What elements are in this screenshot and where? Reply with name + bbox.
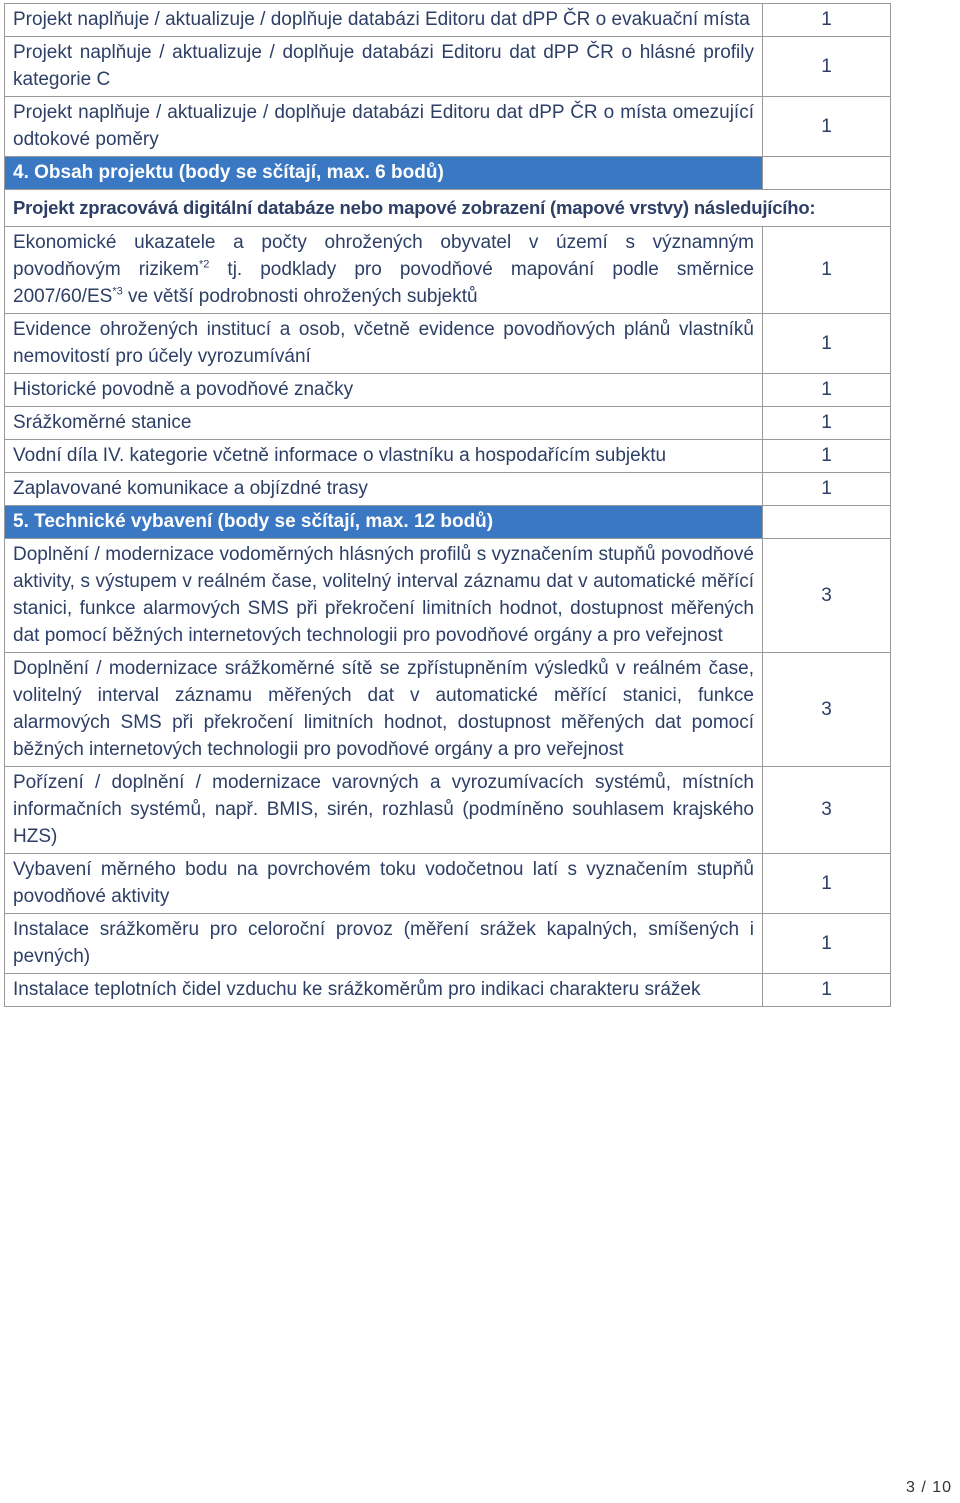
table-row <box>5 767 891 854</box>
table-row <box>5 407 891 440</box>
criterion-points: 1 <box>763 914 891 974</box>
criterion-points: 1 <box>763 473 891 506</box>
criterion-text-part: ve větší podrobnosti ohrožených subjektů <box>122 286 478 307</box>
table-row <box>5 974 891 1007</box>
criterion-text: Pořízení / doplnění / modernizace varovných a vyrozumívacích systémů, místních informačních systémů, např. BMIS, sirén, rozhlasů (podmíněno souhlasem krajského HZS) <box>5 767 763 854</box>
criterion-points: 1 <box>763 440 891 473</box>
table-row <box>5 653 891 767</box>
table-row <box>5 97 891 157</box>
section-header-empty-cell <box>763 506 891 539</box>
table-row <box>5 4 891 37</box>
table-row <box>5 37 891 97</box>
criterion-text-part: Ekonomické ukazatele a počty ohrožených obyvatel v území s významným povodňovým rizikem <box>13 232 754 280</box>
section-header-empty-cell <box>763 157 891 190</box>
criterion-points: 3 <box>763 767 891 854</box>
criterion-text: Projekt naplňuje / aktualizuje / doplňuje databázi Editoru dat dPP ČR o hlásné profily kategorie C <box>5 37 763 97</box>
section-5-title: 5. Technické vybavení (body se sčítají, max. 12 bodů) <box>5 506 763 539</box>
section-header-row <box>5 506 891 539</box>
criterion-text-part: tj. podklady pro povodňové mapování podle směrnice 2007/60/ES <box>13 259 754 307</box>
criterion-points: 1 <box>763 37 891 97</box>
criterion-points: 1 <box>763 374 891 407</box>
footnote-marker: *3 <box>112 285 123 298</box>
table-row <box>5 914 891 974</box>
section-header-row <box>5 157 891 190</box>
criteria-table <box>4 3 891 1007</box>
section-4-subheading: Projekt zpracovává digitální databáze nebo mapové zobrazení (mapové vrstvy) následujícího: <box>5 190 891 227</box>
criterion-text: Srážkoměrné stanice <box>5 407 763 440</box>
page-number: 3 / 10 <box>905 1479 952 1496</box>
criterion-text: Projekt naplňuje / aktualizuje / doplňuje databázi Editoru dat dPP ČR o evakuační místa <box>5 4 763 37</box>
table-row <box>5 227 891 314</box>
criterion-text: Vybavení měrného bodu na povrchovém toku vodočetnou latí s vyznačením stupňů povodňové aktivity <box>5 854 763 914</box>
criterion-text: Instalace srážkoměru pro celoroční provoz (měření srážek kapalných, smíšených i pevných) <box>5 914 763 974</box>
criterion-points: 1 <box>763 227 891 314</box>
footnote-marker: *2 <box>198 258 210 271</box>
criterion-text: Zaplavované komunikace a objízdné trasy <box>5 473 763 506</box>
criterion-points: 1 <box>763 974 891 1007</box>
criterion-text: Doplnění / modernizace srážkoměrné sítě se zpřístupněním výsledků v reálném čase, volitelný interval záznamu měřených dat v automatické měřící stanici, funkce alarmových SMS při překročení limitních hodnot, dostupnost měřených dat pomocí běžných internetových technologii pro povodňové orgány a pro veřejnost <box>5 653 763 767</box>
criterion-points: 3 <box>763 653 891 767</box>
table-row <box>5 539 891 653</box>
criterion-points: 1 <box>763 407 891 440</box>
criterion-points: 1 <box>763 97 891 157</box>
table-row <box>5 854 891 914</box>
table-row <box>5 473 891 506</box>
criterion-text <box>5 227 763 314</box>
criterion-text: Instalace teplotních čidel vzduchu ke srážkoměrům pro indikaci charakteru srážek <box>5 974 763 1007</box>
criterion-text: Evidence ohrožených institucí a osob, včetně evidence povodňových plánů vlastníků nemovitostí pro účely vyrozumívání <box>5 314 763 374</box>
criterion-points: 1 <box>763 4 891 37</box>
section-4-title: 4. Obsah projektu (body se sčítají, max. 6 bodů) <box>5 157 763 190</box>
table-row <box>5 440 891 473</box>
subheading-row <box>5 190 891 227</box>
criterion-text: Vodní díla IV. kategorie včetně informace o vlastníku a hospodařícím subjektu <box>5 440 763 473</box>
criterion-points: 1 <box>763 314 891 374</box>
criterion-points: 1 <box>763 854 891 914</box>
table-row <box>5 374 891 407</box>
criterion-text: Historické povodně a povodňové značky <box>5 374 763 407</box>
criterion-text: Doplnění / modernizace vodoměrných hlásných profilů s vyznačením stupňů povodňové aktivity, s výstupem v reálném čase, volitelný interval záznamu dat v automatické měřící stanici, funkce alarmových SMS při překročení limitních hodnot, dostupnost měřených dat pomocí běžných internetových technologii pro povodňové orgány a pro veřejnost <box>5 539 763 653</box>
table-row <box>5 314 891 374</box>
criterion-points: 3 <box>763 539 891 653</box>
criterion-text: Projekt naplňuje / aktualizuje / doplňuje databázi Editoru dat dPP ČR o místa omezující odtokové poměry <box>5 97 763 157</box>
